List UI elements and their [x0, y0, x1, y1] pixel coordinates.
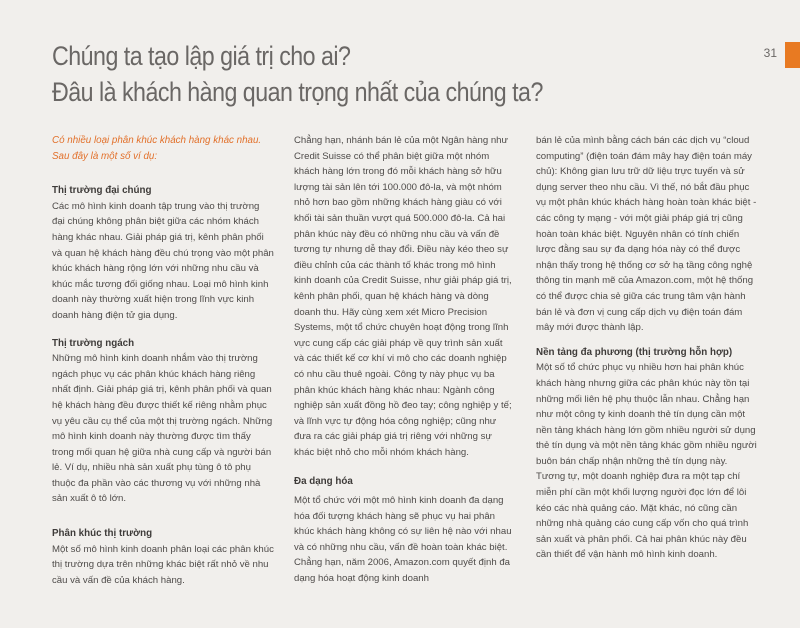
- section-body-mass-market: Các mô hình kinh doanh tập trung vào thị trường đại chúng không phân biệt giữa các nhóm khách hàng khác nhau. Giải pháp giá trị, kênh phân phối và quan hệ khách hàng đều chú trọng vào một phân khúc khách hàng rộng lớn với những nhu cầu và khúc mắc tương đối giống nhau. Loại mô hình kinh doanh này thường xuất hiện trong lĩnh vực kinh doanh hàng điện tử gia dụng.: [52, 200, 274, 321]
- section-body-multi-sided: Một số tổ chức phục vụ nhiều hơn hai phân khúc khách hàng nhưng giữa các phân khúc này tồn tại những mối liên hệ phụ thuộc lẫn nhau. Chẳng hạn như một công ty kinh doanh thẻ tín dụng cần một nền tảng khách hàng lớn gồm nhiều người sử dụng thẻ tín dụng và một nền tảng khác gồm nhiều người buôn bán chấp nhận những thẻ tín dụng này. Tương tự, một doanh nghiệp đưa ra một tạp chí miễn phí cần một khối lượng người đọc lớn để lôi kéo các nhà quảng cáo. Mặt khác, nó cũng cần những nhà quảng cáo cung cấp vốn cho quá trình sản xuất và phân phối. Cả hai phân khúc này đều cần thiết để vận hành mô hình kinh doanh.: [536, 362, 757, 561]
- title-line-1: Chúng ta tạo lập giá trị cho ai?: [52, 41, 351, 71]
- section-heading-diversified: Đa dạng hóa: [294, 476, 353, 488]
- section-heading-niche-market: Thị trường ngách: [52, 337, 135, 349]
- column-1: [52, 133, 274, 600]
- intro-text: Có nhiều loại phân khúc khách hàng khác nhau. Sau đây là một số ví dụ:: [52, 135, 262, 162]
- section-body-niche-market: Những mô hình kinh doanh nhắm vào thị trường ngách phục vụ các phân khúc khách hàng riêng nhất định. Giải pháp giá trị, kênh phân phối và quan hệ khách hàng đều được thiết kế riêng nhằm phục vụ yêu cầu cụ thể của một thị trường ngách. Những mô hình kinh doanh này thường được tìm thấy trong mối quan hệ giữa nhà cung cấp và người bán lẻ. Ví dụ, nhiều nhà sản xuất phụ tùng ô tô phụ thuộc đa phần vào các thương vụ với những nhà sản xuất ô tô lớn.: [52, 353, 273, 505]
- section-body-segmented: Một số mô hình kinh doanh phân loại các phân khúc thị trường dựa trên những khác biệt rất nhỏ về nhu cầu và vấn đề của khách hàng.: [52, 543, 274, 586]
- page-number: 31: [763, 46, 777, 60]
- title-line-2: Đâu là khách hàng quan trọng nhất của chúng ta?: [52, 77, 543, 107]
- section-heading-segmented: Phân khúc thị trường: [52, 528, 153, 540]
- section-heading-mass-market: Thị trường đại chúng: [52, 185, 152, 197]
- page-title: [52, 38, 585, 110]
- section-body-diversified: Một tổ chức với một mô hình kinh doanh đa dạng hóa đối tượng khách hàng sẽ phục vụ hai phân khúc khách hàng không có sự liên hệ nào với nhau và có những nhu cầu, vấn đề hoàn toàn khác biệt. Chẳng hạn, năm 2006, Amazon.com quyết định đa dạng hóa hoạt động kinh doanh: [294, 495, 512, 585]
- column-3: [536, 133, 758, 575]
- diversified-continued-text: bán lẻ của mình bằng cách bán các dịch vụ “cloud computing” (điện toán đám mây hay điện toán máy chủ): Không gian lưu trữ dữ liệu trực tuyến và sử dụng server theo nhu cầu. Vì thế, nó bắt đầu phục vụ một phân khúc khách hàng hoàn toàn khác biệt - các công ty mạng - với một giải pháp giá trị cũng hoàn toàn khác biệt. Nguyên nhân có tính chiến lược đằng sau sự đa dạng hóa này có thể được nhận thấy trong hệ thống cơ sở hạ tầng công nghệ thông tin mạnh mẽ của Amazon.com, một hệ thống có thể được chia sẻ giữa các trung tâm vận hành bán lẻ và đơn vị cung cấp dịch vụ điện toán đám mây mới được thành lập.: [536, 135, 757, 334]
- column-2: [294, 133, 514, 599]
- section-heading-multi-sided: Nền tảng đa phương (thị trường hỗn hợp): [536, 346, 733, 358]
- segmented-continued-text: Chẳng hạn, nhánh bán lẻ của một Ngân hàng như Credit Suisse có thể phân biệt giữa một nhóm khách hàng lớn trong đó mỗi khách hàng sở hữu lượng tài sản lên tới 100.000 đô-la, và một nhóm nhỏ hơn bao gồm những khách hàng giàu có với khối tài sản thuần vượt quá 500.000 đô-la. Cả hai phân khúc này đều có những nhu cầu và vấn đề tương tự nhưng dễ thay đổi. Điều này kéo theo sự điều chỉnh của các thành tố khác trong mô hình kinh doanh của Credit Suisse, như giải pháp giá trị, kênh phân phối, quan hệ khách hàng và dòng doanh thu. Hãy cùng xem xét Micro Precision Systems, một tổ chức chuyên hoạt động trong lĩnh vực cung cấp các giải pháp về quy trình sản xuất và các thiết kế cơ khí vi mô cho các doanh nghiệp có nhu cầu thuê ngoài. Công ty này phục vụ ba phân khúc khách hàng khác nhau: Ngành công nghiệp sản xuất đồng hồ đeo tay; công nghiệp y tế; và lĩnh vực tự động hóa công nghiệp; cũng như đưa ra các giải pháp giá trị riêng với những sự khác biệt nhỏ cho mỗi nhóm khách hàng.: [294, 135, 512, 458]
- chapter-tab-marker: [785, 42, 800, 68]
